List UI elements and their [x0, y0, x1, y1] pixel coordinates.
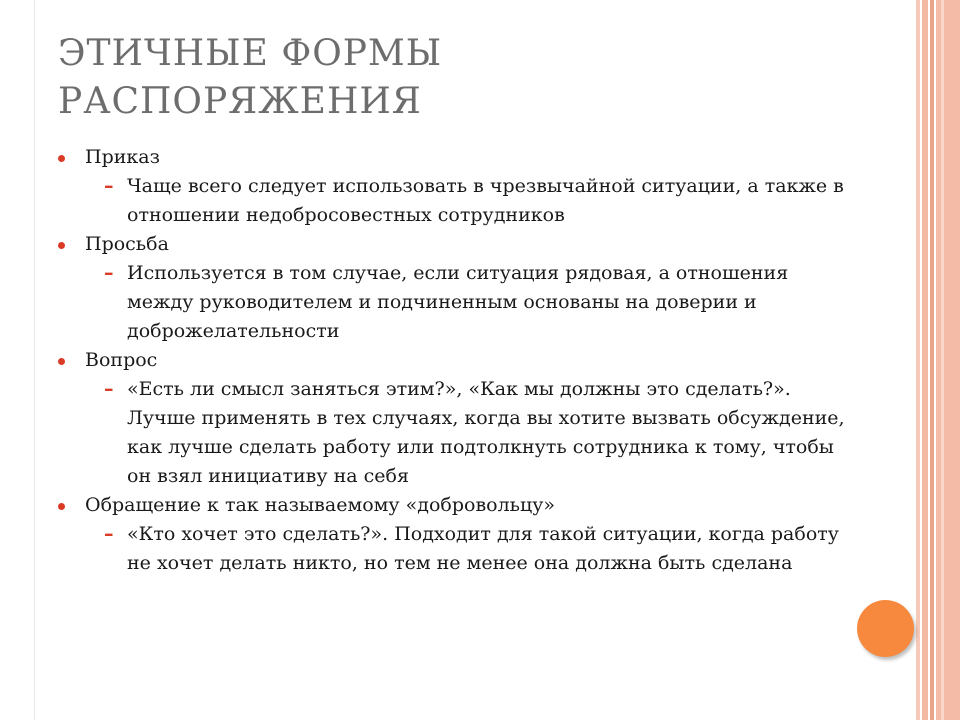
- title-line-2: РАСПОРЯЖЕНИЯ: [58, 81, 422, 122]
- decor-stripe: [922, 0, 928, 720]
- bullet-item-question: [58, 346, 858, 375]
- bullet-item-volunteer: [58, 491, 858, 520]
- bullet-label: Просьба: [85, 233, 169, 255]
- sub-item-text: «Кто хочет это сделать?». Подходит для такой ситуации, когда работу не хочет делать никто, но тем не менее она должна быть сделана: [127, 523, 839, 574]
- slide-content: [58, 143, 858, 578]
- bullet-dot-icon: [58, 155, 65, 162]
- decor-stripe: [930, 0, 934, 720]
- sub-item-order: [58, 172, 858, 230]
- dash-icon: –: [104, 378, 114, 400]
- decor-stripe: [936, 0, 960, 720]
- dash-icon: –: [104, 175, 114, 197]
- sub-item-volunteer: [58, 520, 858, 578]
- bullet-dot-icon: [58, 358, 65, 365]
- slide-title: [58, 30, 878, 126]
- bullet-item-order: [58, 143, 858, 172]
- orange-circle-icon: [857, 600, 914, 657]
- decor-stripe: [916, 0, 920, 720]
- sub-item-text: Используется в том случае, если ситуация рядовая, а отношения между руководителем и подчиненным основаны на доверии и доброжелательности: [127, 262, 789, 342]
- sub-item-request: [58, 259, 858, 346]
- frame-line: [34, 0, 35, 720]
- title-line-1: ЭТИЧНЫЕ ФОРМЫ: [58, 33, 443, 74]
- bullet-label: Обращение к так называемому «добровольцу»: [85, 494, 556, 516]
- decor-stripe: [941, 0, 944, 720]
- bullet-dot-icon: [58, 242, 65, 249]
- bullet-label: Приказ: [85, 146, 160, 168]
- bullet-item-request: [58, 230, 858, 259]
- bullet-label: Вопрос: [85, 349, 158, 371]
- bullet-dot-icon: [58, 503, 65, 510]
- sub-item-text: «Есть ли смысл заняться этим?», «Как мы должны это сделать?». Лучше применять в тех случаях, когда вы хотите вызвать обсуждение, как лучше сделать работу или подтолкнуть сотрудника к тому, чтобы он взял инициативу на себя: [127, 378, 845, 487]
- sub-item-text: Чаще всего следует использовать в чрезвычайной ситуации, а также в отношении недобросовестных сотрудников: [127, 175, 844, 226]
- sub-item-question: [58, 375, 858, 491]
- dash-icon: –: [104, 262, 114, 284]
- dash-icon: –: [104, 523, 114, 545]
